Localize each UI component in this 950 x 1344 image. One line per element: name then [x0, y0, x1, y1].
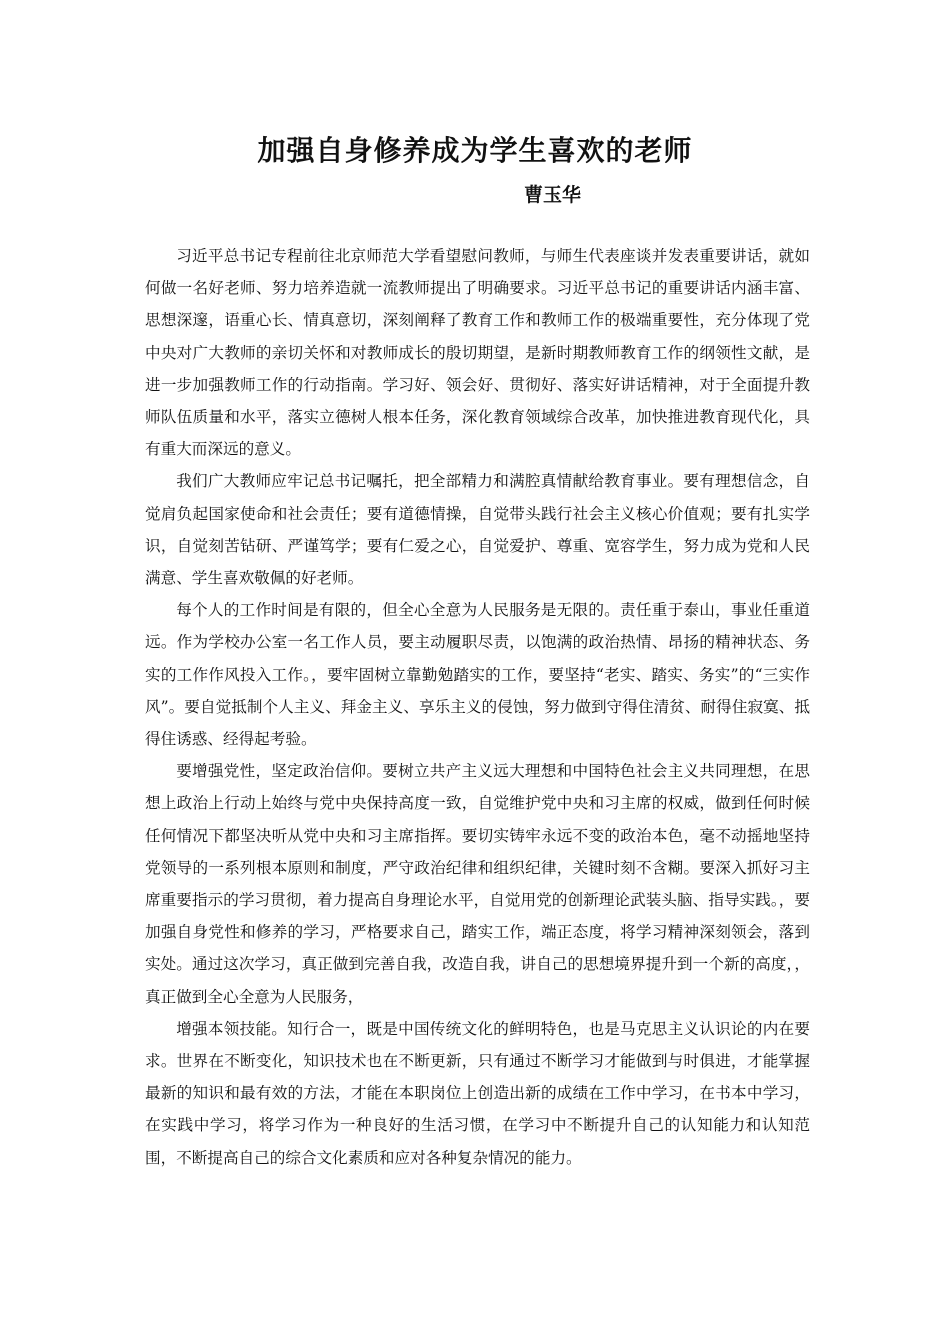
paragraph: 要增强党性，坚定政治信仰。要树立共产主义远大理想和中国特色社会主义共同理想，在思想上政治上行动上始终与党中央保持高度一致，自觉维护党中央和习主席的权威，做到任何时候任何情况下都坚决听从党中央和习主席指挥。要切实铸牢永远不变的政治本色，毫不动摇地坚持党领导的一系列根本原则和制度，严守政治纪律和组织纪律，关键时刻不含糊。要深入抓好习主席重要指示的学习贯彻，着力提高自身理论水平，自觉用党的创新理论武装头脑、指导实践。，要加强自身党性和修养的学习，严格要求自己，踏实工作，端正态度，将学习精神深刻领会，落到实处。通过这次学习，真正做到完善自我，改造自我，讲自己的思想境界提升到一个新的高度，，真正做到全心全意为人民服务，: [145, 762, 810, 1006]
paragraph: 习近平总书记专程前往北京师范大学看望慰问教师，与师生代表座谈并发表重要讲话，就如何做一名好老师、努力培养造就一流教师提出了明确要求。习近平总书记的重要讲话内涵丰富、思想深邃，语重心长、情真意切，深刻阐释了教育工作和教师工作的极端重要性，充分体现了党中央对广大教师的亲切关怀和对教师成长的殷切期望，是新时期教师教育工作的纲领性文献，是进一步加强教师工作的行动指南。学习好、领会好、贯彻好、落实好讲话精神，对于全面提升教师队伍质量和水平，落实立德树人根本任务，深化教育领域综合改革，加快推进教育现代化，具有重大而深远的意义。: [145, 247, 810, 459]
paragraph: 增强本领技能。知行合一，既是中国传统文化的鲜明特色，也是马克思主义认识论的内在要求。世界在不断变化，知识技术也在不断更新，只有通过不断学习才能做到与时俱进，才能掌握最新的知识和最有效的方法，才能在本职岗位上创造出新的成绩在工作中学习，在书本中学习，在实践中学习，将学习作为一种良好的生活习惯，在学习中不断提升自己的认知能力和认知范围，不断提高自己的综合文化素质和应对各种复杂情况的能力。: [145, 1019, 810, 1167]
author-name: 曹玉华: [524, 184, 582, 206]
document-title: 加强自身修养成为学生喜欢的老师: [257, 134, 693, 167]
paragraph: 每个人的工作时间是有限的，但全心全意为人民服务是无限的。责任重于泰山，事业任重道远。作为学校办公室一名工作人员，要主动履职尽责，以饱满的政治热情、昂扬的精神状态、务实的工作作风投入工作。，要牢固树立靠勤勉踏实的工作，要坚持“老实、踏实、务实”的“三实作风”。要自觉抵制个人主义、拜金主义、享乐主义的侵蚀，努力做到守得住清贫、耐得住寂寞、抵得住诱惑、经得起考验。: [145, 601, 810, 749]
paragraph: 我们广大教师应牢记总书记嘱托，把全部精力和满腔真情献给教育事业。要有理想信念，自觉肩负起国家使命和社会责任；要有道德情操，自觉带头践行社会主义核心价值观；要有扎实学识，自觉刻苦钻研、严谨笃学；要有仁爱之心，自觉爱护、尊重、宽容学生，努力成为党和人民满意、学生喜欢敬佩的好老师。: [145, 472, 810, 588]
document-body: [145, 240, 810, 1174]
